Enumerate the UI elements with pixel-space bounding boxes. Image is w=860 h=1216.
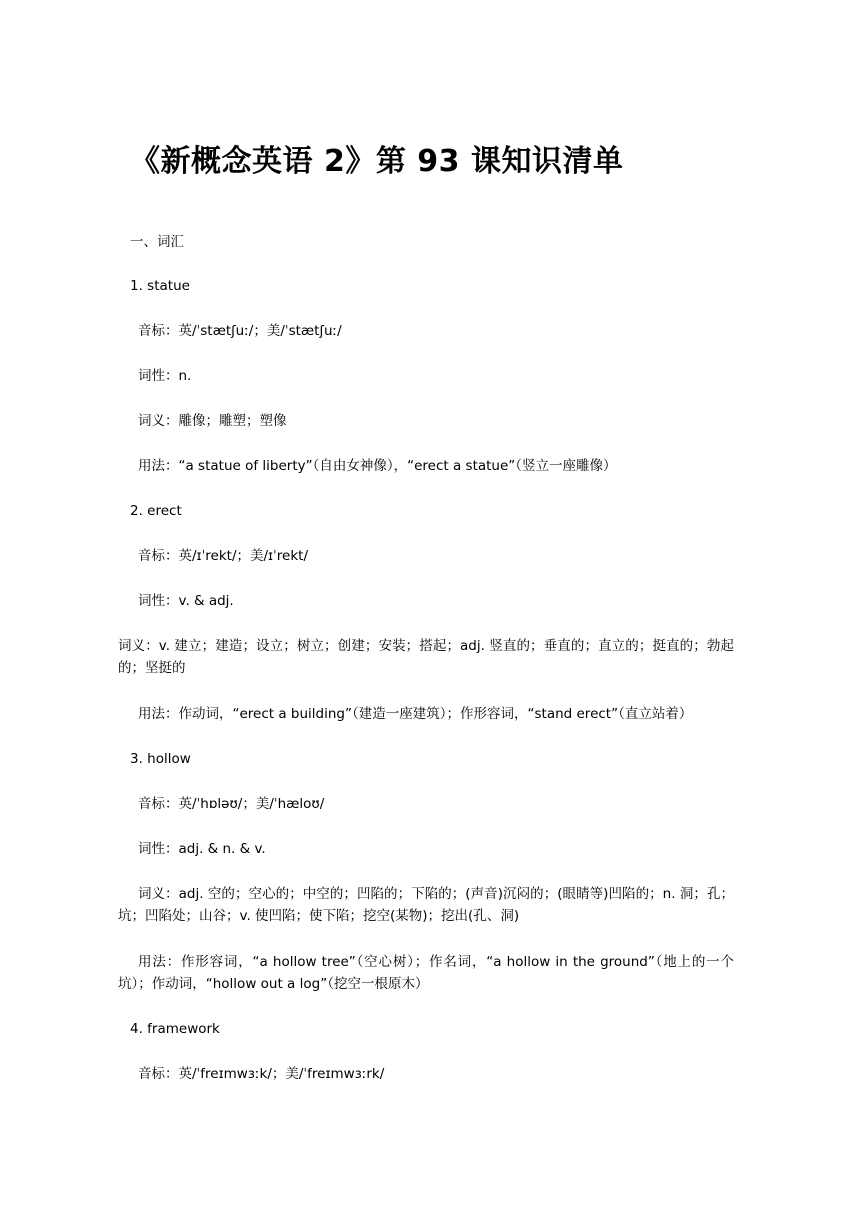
page-title: 《新概念英语 2》第 93 课知识清单 <box>130 144 624 179</box>
entry-pos: 词性：v. & adj. <box>138 593 234 609</box>
entry-heading: 4. framework <box>130 1021 220 1037</box>
entry-pos: 词性：n. <box>138 368 192 384</box>
entry-usage: 用法：作形容词，“a hollow tree”（空心树）；作名词，“a hollow in the ground”（地上的一个坑）；作动词，“hollow out a log”（挖空一根原木） <box>118 954 734 992</box>
entry-phonetic: 音标：英/ɪˈrekt/；美/ɪˈrekt/ <box>138 548 308 564</box>
entry-meaning: 词义：adj. 空的；空心的；中空的；凹陷的；下陷的；(声音)沉闷的；(眼睛等)凹陷的；n. 洞；孔；坑；凹陷处；山谷；v. 使凹陷；使下陷；挖空(某物)；挖出(孔、洞) <box>118 886 734 924</box>
entry-usage: 用法：“a statue of liberty”（自由女神像），“erect a statue”（竖立一座雕像） <box>138 458 617 474</box>
entry-phonetic: 音标：英/ˈfreɪmwɜːk/；美/ˈfreɪmwɜːrk/ <box>138 1066 385 1082</box>
entry-pos: 词性：adj. & n. & v. <box>138 841 266 857</box>
entry-meaning: 词义：v. 建立；建造；设立；树立；创建；安装；搭起；adj. 竖直的；垂直的；直立的；挺直的；勃起的；坚挺的 <box>118 638 734 676</box>
entry-phonetic: 音标：英/ˈhɒləʊ/；美/ˈhæloʊ/ <box>138 796 325 812</box>
entry-heading: 1. statue <box>130 278 190 294</box>
entry-meaning: 词义：雕像；雕塑；塑像 <box>138 413 287 429</box>
entry-heading: 3. hollow <box>130 751 191 767</box>
section-heading: 一、词汇 <box>130 234 184 250</box>
entry-usage: 用法：作动词，“erect a building”（建造一座建筑）；作形容词，“stand erect”（直立站着） <box>138 706 693 722</box>
entry-phonetic: 音标：英/ˈstætʃuː/；美/ˈstætʃuː/ <box>138 323 342 339</box>
entry-heading: 2. erect <box>130 503 182 519</box>
